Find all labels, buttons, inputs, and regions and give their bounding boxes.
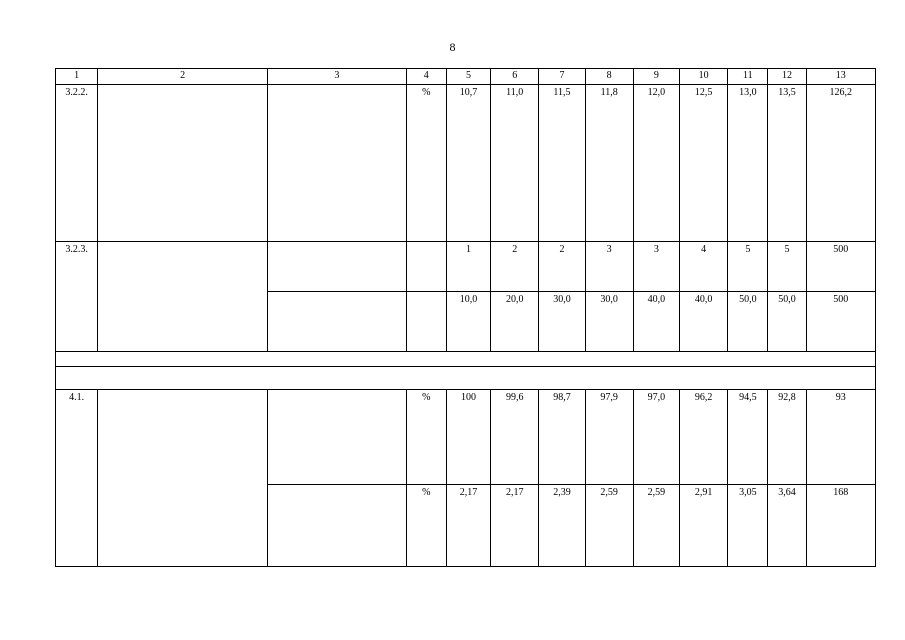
indicator-cell: [268, 84, 407, 241]
header-cell: 1: [56, 69, 98, 85]
value-cell: 5: [728, 241, 768, 291]
value-cell: 40,0: [633, 291, 679, 351]
spacer-row: [56, 351, 876, 366]
table-row-3-2-2: [56, 84, 876, 241]
subprogram-row: [56, 366, 876, 389]
value-cell: 126,2: [806, 84, 875, 241]
row-number: 3.2.2.: [56, 84, 98, 241]
value-cell: 3,64: [768, 484, 806, 566]
value-cell: 20,0: [491, 291, 539, 351]
value-cell: 11,0: [491, 84, 539, 241]
header-cell: 9: [633, 69, 679, 85]
unit-cell: [406, 241, 446, 291]
value-cell: 12,0: [633, 84, 679, 241]
value-cell: 1: [446, 241, 490, 291]
value-cell: 500: [806, 241, 875, 291]
value-cell: 97,0: [633, 389, 679, 484]
row-number: 3.2.3.: [56, 241, 98, 351]
value-cell: 13,5: [768, 84, 806, 241]
value-cell: 168: [806, 484, 875, 566]
value-cell: 50,0: [768, 291, 806, 351]
value-cell: 500: [806, 291, 875, 351]
value-cell: 4: [680, 241, 728, 291]
value-cell: 40,0: [680, 291, 728, 351]
value-cell: 5: [768, 241, 806, 291]
indicator-cell: [268, 241, 407, 291]
value-cell: 2,59: [633, 484, 679, 566]
unit-cell: %: [406, 484, 446, 566]
value-cell: 11,8: [585, 84, 633, 241]
value-cell: 30,0: [539, 291, 585, 351]
value-cell: 93: [806, 389, 875, 484]
table-row-4-1: [56, 389, 876, 484]
value-cell: 94,5: [728, 389, 768, 484]
table-row-3-2-3: [56, 241, 876, 291]
header-cell: 5: [446, 69, 490, 85]
header-cell: 3: [268, 69, 407, 85]
indicator-cell: [268, 484, 407, 566]
header-cell: 10: [680, 69, 728, 85]
row-number: 4.1.: [56, 389, 98, 566]
value-cell: 50,0: [728, 291, 768, 351]
unit-cell: %: [406, 84, 446, 241]
header-cell: 11: [728, 69, 768, 85]
task-cell: [98, 389, 268, 566]
indicator-cell: [268, 389, 407, 484]
value-cell: 98,7: [539, 389, 585, 484]
value-cell: 2,39: [539, 484, 585, 566]
header-cell: 12: [768, 69, 806, 85]
value-cell: 10,7: [446, 84, 490, 241]
indicators-table: [55, 68, 876, 567]
value-cell: 10,0: [446, 291, 490, 351]
page-number: 8: [449, 40, 456, 54]
task-cell: [98, 84, 268, 241]
unit-cell: %: [406, 389, 446, 484]
value-cell: 2,17: [491, 484, 539, 566]
header-cell: 2: [98, 69, 268, 85]
header-cell: 8: [585, 69, 633, 85]
value-cell: 30,0: [585, 291, 633, 351]
value-cell: 2,91: [680, 484, 728, 566]
value-cell: 99,6: [491, 389, 539, 484]
value-cell: 3: [633, 241, 679, 291]
value-cell: 96,2: [680, 389, 728, 484]
unit-cell: [406, 291, 446, 351]
value-cell: 2: [491, 241, 539, 291]
indicator-cell: [268, 291, 407, 351]
spacer-cell: [56, 351, 876, 366]
value-cell: 92,8: [768, 389, 806, 484]
value-cell: 2,17: [446, 484, 490, 566]
header-row: [56, 69, 876, 85]
value-cell: 11,5: [539, 84, 585, 241]
value-cell: 2: [539, 241, 585, 291]
value-cell: 3,05: [728, 484, 768, 566]
value-cell: 13,0: [728, 84, 768, 241]
subprogram-heading: [56, 366, 876, 389]
value-cell: 97,9: [585, 389, 633, 484]
value-cell: 3: [585, 241, 633, 291]
value-cell: 2,59: [585, 484, 633, 566]
header-cell: 4: [406, 69, 446, 85]
header-cell: 13: [806, 69, 875, 85]
header-cell: 7: [539, 69, 585, 85]
task-cell: [98, 241, 268, 351]
value-cell: 12,5: [680, 84, 728, 241]
value-cell: 100: [446, 389, 490, 484]
header-cell: 6: [491, 69, 539, 85]
